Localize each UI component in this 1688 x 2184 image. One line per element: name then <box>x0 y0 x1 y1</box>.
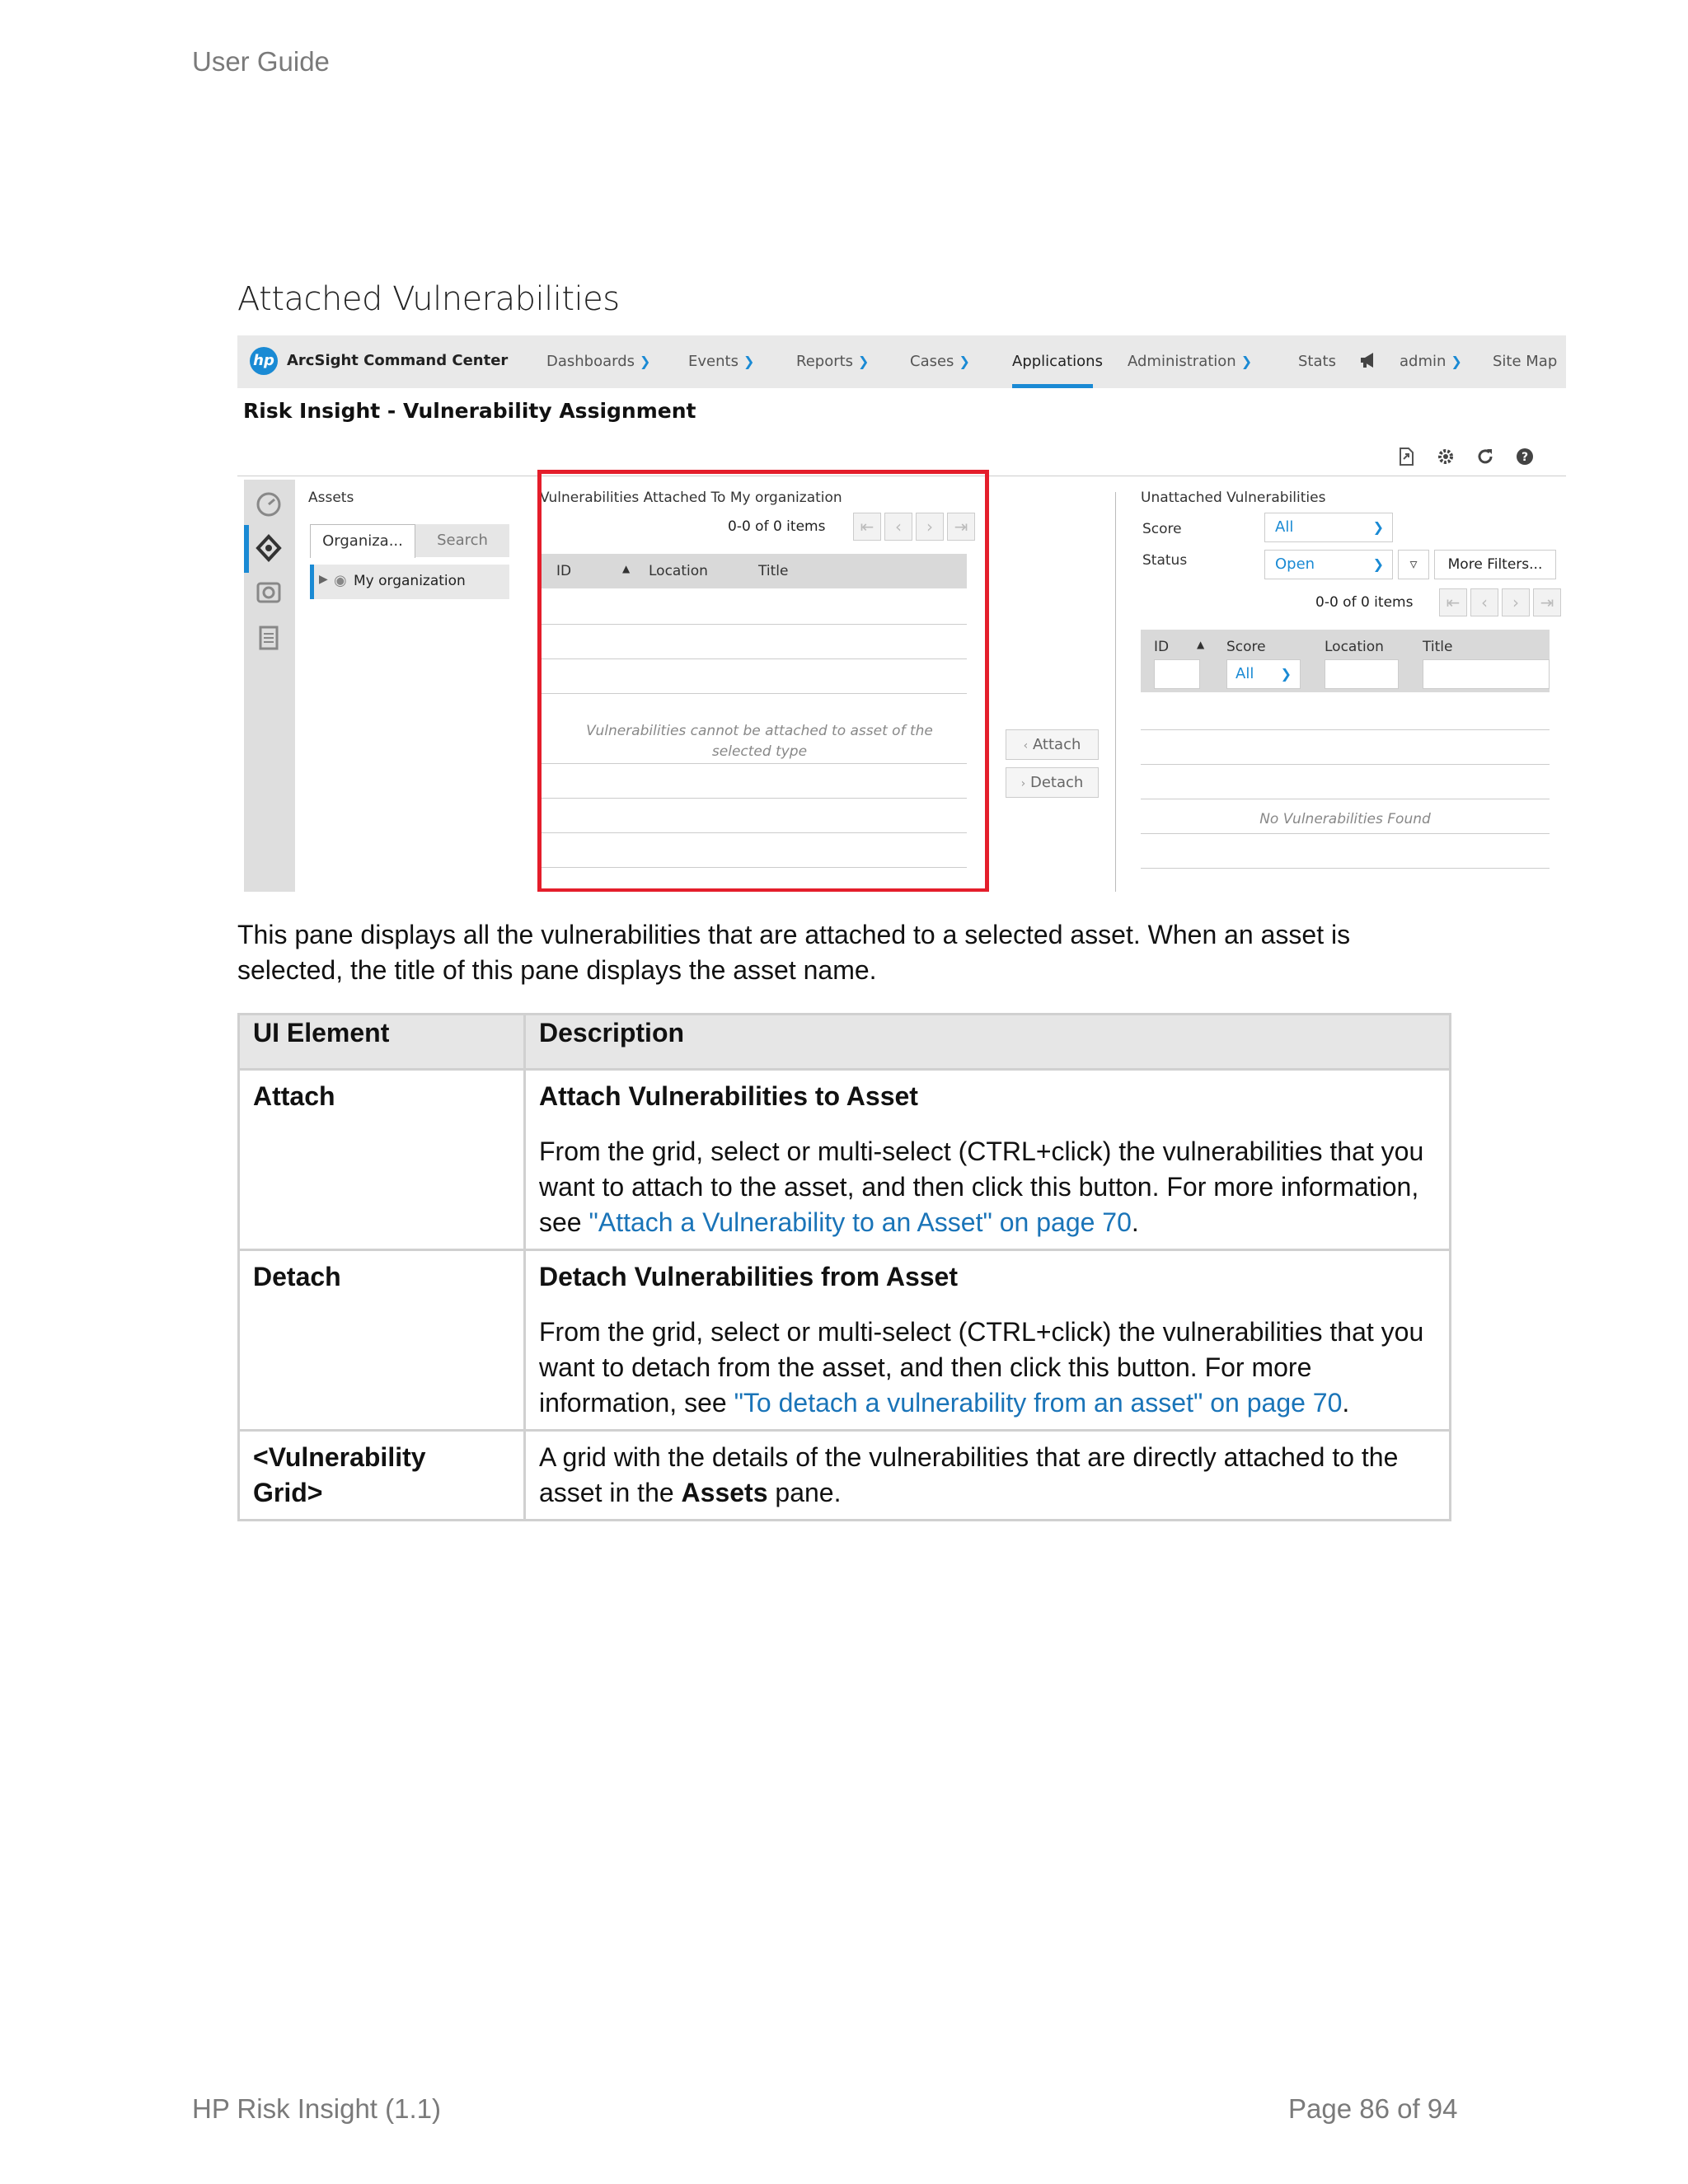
link-attach-vulnerability[interactable]: "Attach a Vulnerability to an Asset" on page 70 <box>588 1207 1132 1237</box>
assets-icon[interactable] <box>252 532 285 565</box>
table-header-row <box>239 1015 1451 1070</box>
chevron-down-icon: ❯ <box>1372 556 1384 572</box>
last-page-icon[interactable]: ⇥ <box>947 513 975 541</box>
table-row-vulnerability-grid <box>239 1431 1451 1521</box>
nav-dashboards[interactable]: Dashboards ❯ <box>546 353 651 370</box>
grid-row-line <box>1141 868 1550 869</box>
first-page-icon[interactable]: ⇤ <box>853 513 881 541</box>
more-filters-button[interactable]: More Filters... <box>1434 550 1556 579</box>
hp-logo[interactable]: hp <box>250 347 278 375</box>
chevron-down-icon: ❯ <box>858 354 870 369</box>
col-title[interactable]: Title <box>758 563 789 579</box>
nav-administration[interactable]: Administration ❯ <box>1128 353 1253 370</box>
settings-icon[interactable] <box>1436 447 1456 466</box>
attach-button[interactable]: ‹ Attach <box>1006 729 1099 760</box>
sort-asc-icon[interactable]: ▲ <box>622 563 631 574</box>
status-label: Status <box>1142 552 1188 569</box>
grid-row-line <box>1141 729 1550 730</box>
score-label: Score <box>1142 521 1182 537</box>
table-row-detach <box>239 1250 1451 1431</box>
col-id[interactable]: ID <box>556 563 572 579</box>
filter-icon[interactable]: ▿ <box>1398 550 1429 579</box>
rail-active-indicator <box>244 525 249 573</box>
unattached-empty-message: No Vulnerabilities Found <box>1259 811 1431 827</box>
grid-row-line <box>1141 833 1550 834</box>
unattached-grid-header <box>1141 630 1550 692</box>
chevron-down-icon: ❯ <box>640 354 651 369</box>
link-detach-vulnerability[interactable]: "To detach a vulnerability from an asset" on page 70 <box>734 1388 1343 1418</box>
detach-button[interactable]: › Detach <box>1006 767 1099 798</box>
table-header-ui-element: UI Element <box>239 1015 525 1070</box>
table-cell-element: Detach <box>239 1250 525 1431</box>
running-header: User Guide <box>192 46 330 77</box>
col-id[interactable]: ID <box>1154 639 1170 655</box>
table-cell-description: A grid with the details of the vulnerabilities that are directly attached to the asset in the Assets pane. <box>525 1431 1451 1521</box>
location-filter-input[interactable] <box>1325 659 1399 689</box>
tab-organization[interactable]: Organiza... <box>310 524 415 558</box>
chevron-down-icon: ❯ <box>1451 354 1462 369</box>
footer-page-number: Page 86 of 94 <box>1288 2093 1458 2124</box>
next-page-icon[interactable]: › <box>1502 588 1530 616</box>
grid-row-line <box>1141 764 1550 765</box>
tree-item-my-organization[interactable] <box>310 565 509 599</box>
globe-icon: ◉ <box>334 572 347 589</box>
score-filter-select[interactable]: All ❯ <box>1226 659 1301 689</box>
intro-paragraph: This pane displays all the vulnerabilities that are attached to a selected asset. When an asset is selected, the title of this pane displays the asset name. <box>237 920 1351 985</box>
col-location[interactable]: Location <box>1325 639 1384 655</box>
chevron-down-icon: ❯ <box>959 354 970 369</box>
nav-applications[interactable]: Applications <box>1012 353 1103 370</box>
id-filter-input[interactable] <box>1154 659 1200 689</box>
title-filter-input[interactable] <box>1423 659 1550 689</box>
next-page-icon[interactable]: › <box>916 513 944 541</box>
dashboard-icon[interactable] <box>252 488 285 521</box>
prev-page-icon[interactable]: ‹ <box>1470 588 1498 616</box>
attached-item-count: 0-0 of 0 items <box>728 518 826 535</box>
page-heading: Risk Insight - Vulnerability Assignment <box>243 399 696 423</box>
table-row-attach <box>239 1070 1451 1250</box>
nav-cases[interactable]: Cases ❯ <box>910 353 970 370</box>
table-cell-element: <Vulnerability Grid> <box>239 1431 525 1521</box>
table-header-description: Description <box>525 1015 1451 1070</box>
nav-active-indicator <box>1012 384 1093 388</box>
col-score[interactable]: Score <box>1226 639 1266 655</box>
chevron-right-icon: › <box>1020 777 1026 790</box>
tab-search[interactable]: Search <box>415 524 509 557</box>
assets-title: Assets <box>308 490 354 506</box>
nav-site-map[interactable]: Site Map <box>1493 353 1558 370</box>
score-select[interactable]: All ❯ <box>1264 513 1393 542</box>
app-name[interactable]: ArcSight Command Center <box>287 352 509 369</box>
pane-divider <box>1115 492 1116 892</box>
left-rail <box>244 480 295 892</box>
footer-product: HP Risk Insight (1.1) <box>192 2093 441 2124</box>
nav-stats[interactable]: Stats <box>1298 353 1336 370</box>
document-icon[interactable] <box>252 621 285 654</box>
status-select[interactable]: Open ❯ <box>1264 550 1393 579</box>
nav-admin[interactable]: admin ❯ <box>1400 353 1462 370</box>
unattached-pane-title: Unattached Vulnerabilities <box>1141 490 1326 506</box>
nav-events[interactable]: Events ❯ <box>688 353 755 370</box>
help-icon[interactable] <box>1515 447 1535 466</box>
export-icon[interactable] <box>1396 447 1416 466</box>
sort-asc-icon[interactable]: ▲ <box>1197 639 1205 650</box>
table-cell-description: Attach Vulnerabilities to Asset From the grid, select or multi-select (CTRL+click) the vulnerabilities that you want to attach to the asset, and then click this button. For more information, see "Attach a Vulnerability to an Asset" on page 70. <box>525 1070 1451 1250</box>
camera-icon[interactable] <box>252 576 285 609</box>
table-cell-element: Attach <box>239 1070 525 1250</box>
attached-pane-title: Vulnerabilities Attached To My organization <box>540 490 842 506</box>
screenshot-figure <box>237 335 1566 892</box>
col-location[interactable]: Location <box>649 563 708 579</box>
attached-empty-message: Vulnerabilities cannot be attached to asset of the selected type <box>586 723 933 760</box>
megaphone-icon[interactable] <box>1359 352 1379 368</box>
tree-item-label: My organization <box>354 573 466 589</box>
prev-page-icon[interactable]: ‹ <box>884 513 912 541</box>
table-cell-description: Detach Vulnerabilities from Asset From the grid, select or multi-select (CTRL+click) the vulnerabilities that you want to detach from the asset, and then click this button. For more information, see "To detach a vulnerability from an asset" on page 70. <box>525 1250 1451 1431</box>
section-title: Attached Vulnerabilities <box>237 280 620 318</box>
chevron-down-icon: ❯ <box>1240 354 1253 369</box>
svg-text:?: ? <box>1521 451 1529 464</box>
chevron-left-icon: ‹ <box>1023 739 1029 752</box>
col-title[interactable]: Title <box>1423 639 1453 655</box>
unattached-vulnerabilities-pane <box>1141 480 1566 892</box>
chevron-down-icon: ❯ <box>1280 666 1292 682</box>
last-page-icon[interactable]: ⇥ <box>1533 588 1561 616</box>
nav-reports[interactable]: Reports ❯ <box>796 353 870 370</box>
ui-elements-table <box>237 1013 1451 1521</box>
unattached-item-count: 0-0 of 0 items <box>1315 594 1414 611</box>
highlight-annotation-box <box>537 470 989 892</box>
chevron-down-icon: ❯ <box>1372 519 1384 535</box>
chevron-down-icon: ❯ <box>743 354 755 369</box>
expand-arrow-icon[interactable]: ▶ <box>319 573 328 586</box>
first-page-icon[interactable]: ⇤ <box>1439 588 1467 616</box>
refresh-icon[interactable] <box>1475 447 1495 466</box>
